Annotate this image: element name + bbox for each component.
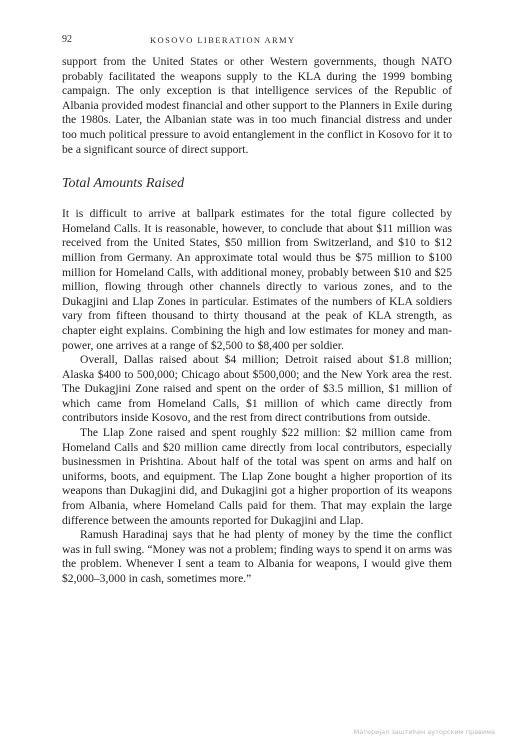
paragraph: Ramush Haradinaj says that he had plenty of money by the time the conflict was in full swing. “Money was not a problem; finding ways to spend it on arms was the problem. Whenever I sent a team to Albania for weapons, I would give them $2,000–3,000 in cash, sometimes more.” xyxy=(62,528,452,585)
running-title: KOSOVO LIBERATION ARMY xyxy=(150,35,296,45)
running-head xyxy=(62,33,452,47)
paragraph: Overall, Dallas raised about $4 million; Detroit raised about $1.8 million; Alaska $400 to 500,000; Chicago about $500,000; and the New York area the rest. The Dukagjini Zone raised and spent on the order of $3.5 million, $1 million of which came from Homeland Calls, $1 million of which came directly from contributors inside Kosovo, and the rest from direct contributions from outside. xyxy=(62,353,452,425)
copyright-watermark: Материјал заштићен ауторским правима xyxy=(353,728,495,736)
page-number: 92 xyxy=(62,34,72,45)
paragraph-continued: support from the United States or other Western governments, though NATO probably facilitated the weapons supply to the KLA during the 1999 bombing campaign. The only exception is that intelligence services of the Republic of Albania provided modest financial and other support to the Planners in Exile during the 1980s. Later, the Albanian state was in too much financial distress and under too much political pressure to avoid entanglement in the conflict in Kosovo for it to be a significant source of direct support. xyxy=(62,55,452,156)
section-heading: Total Amounts Raised xyxy=(62,176,185,192)
paragraph: The Llap Zone raised and spent roughly $22 million: $2 million came from Homeland Calls and $20 million came directly from local contributors, especially businessmen in Prishtina. About half of the total was spent on arms and half on uniforms, boots, and equipment. The Llap Zone bought a higher proportion of its weapons than Dukagjini did, and Dukagjini got a higher proportion of its weapons from Albania, where Homeland Calls paid for them. That may explain the large difference between the amounts reported for Dukagjini and Llap. xyxy=(62,426,452,527)
body-text xyxy=(62,55,452,587)
paragraph: It is difficult to arrive at ballpark estimates for the total figure collected by Homeland Calls. It is reasonable, however, to conclude that about $11 million was received from the United States, $50 million from Switzerland, and $10 to $12 million from Germany. An approximate total would thus be $75 million to $100 million for Homeland Calls, with additional money, probably between $10 and $25 million, flowing through other channels directly to various zones, and to the Dukagjini and Llap Zones in particular. Estimates of the numbers of KLA soldiers vary from fifteen thousand to thirty thousand at the peak of KLA strength, as chapter eight explains. Combining the high and low estimates for money and manpower, one arrives at a range of $2,500 to $8,400 per soldier. xyxy=(62,207,452,352)
